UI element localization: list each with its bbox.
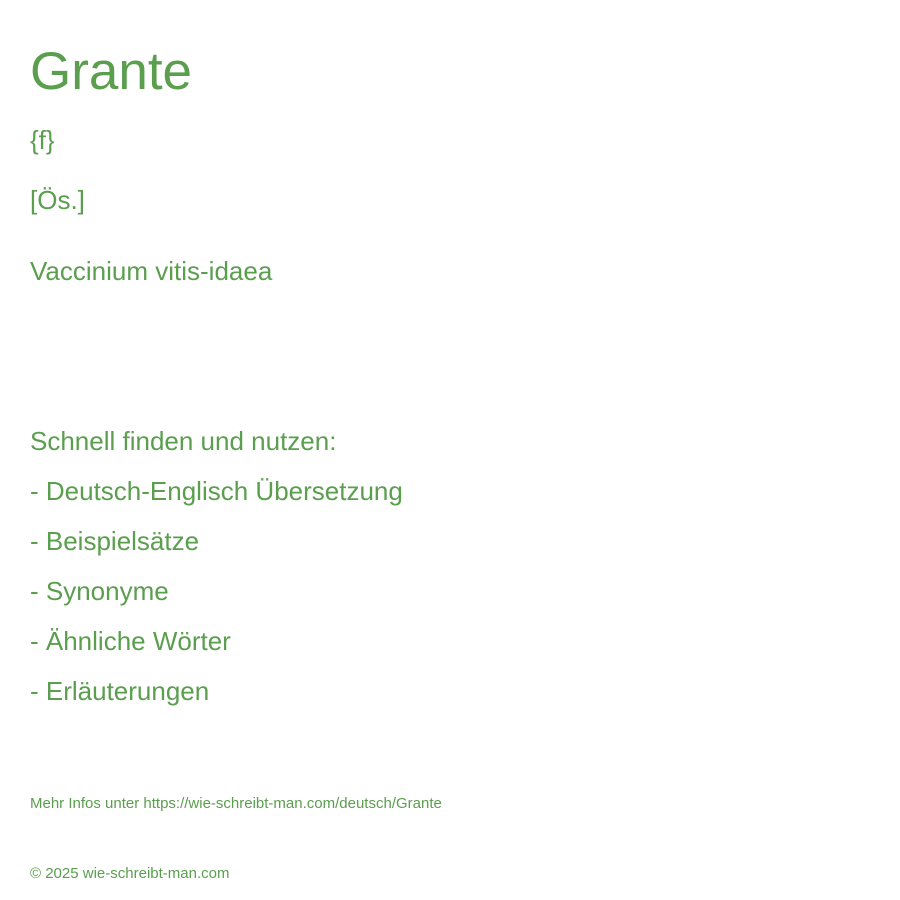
region-label: [Ös.] <box>30 185 85 215</box>
page-title: Grante <box>30 42 193 101</box>
features-heading: Schnell finden und nutzen: <box>30 426 337 456</box>
features-list <box>30 476 403 726</box>
feature-item-translation: - Deutsch-Englisch Übersetzung <box>30 476 403 506</box>
feature-item-similar-words: - Ähnliche Wörter <box>30 626 231 656</box>
gender-label: {f} <box>30 125 55 155</box>
scientific-name: Vaccinium vitis-idaea <box>30 256 273 286</box>
feature-item-synonyms: - Synonyme <box>30 576 169 606</box>
more-info-text: Mehr Infos unter https://wie-schreibt-man.com/deutsch/Grante <box>30 795 442 812</box>
feature-item-example-sentences: - Beispielsätze <box>30 526 200 556</box>
feature-item-explanations: - Erläuterungen <box>30 676 210 706</box>
copyright-text: © 2025 wie-schreibt-man.com <box>30 865 230 882</box>
